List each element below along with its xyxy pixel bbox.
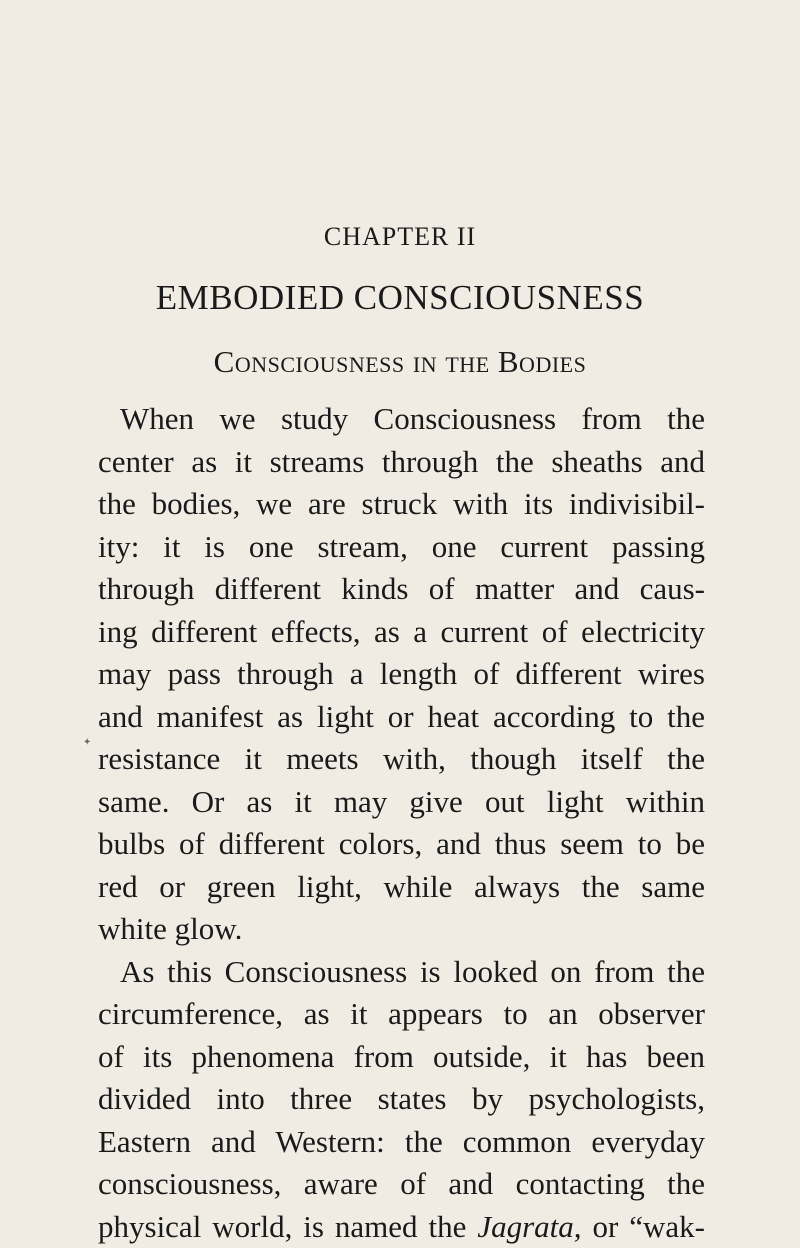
text-line: white glow. (98, 908, 705, 951)
text-line: may pass through a length of different wires (98, 653, 705, 696)
text-line: through different kinds of matter and caus- (98, 568, 705, 611)
margin-mark-icon: ✦ (83, 739, 93, 747)
chapter-heading: CHAPTER II (0, 222, 800, 252)
text-line: When we study Consciousness from the (98, 398, 705, 441)
body-text (98, 398, 705, 1248)
text-line: resistance it meets with, though itself the (98, 738, 705, 781)
section-heading: Consciousness in the Bodies (0, 344, 800, 380)
text-line: of its phenomena from outside, it has been (98, 1036, 705, 1079)
text-line: As this Consciousness is looked on from the (98, 951, 705, 994)
text-line: ity: it is one stream, one current passing (98, 526, 705, 569)
text-line: circumference, as it appears to an observer (98, 993, 705, 1036)
text-line-last (98, 1206, 705, 1248)
chapter-title: EMBODIED CONSCIOUSNESS (0, 278, 800, 318)
text-line: bulbs of different colors, and thus seem to be (98, 823, 705, 866)
text-line: center as it streams through the sheaths and (98, 441, 705, 484)
text-line: the bodies, we are struck with its indivisibil- (98, 483, 705, 526)
text-line: ing different effects, as a current of electricity (98, 611, 705, 654)
text-line: consciousness, aware of and contacting the (98, 1163, 705, 1206)
text-run: or “wak- (582, 1209, 705, 1244)
text-line: Eastern and Western: the common everyday (98, 1121, 705, 1164)
text-run: physical world, is named the (98, 1209, 477, 1244)
text-line: and manifest as light or heat according to the (98, 696, 705, 739)
italic-term: Jagrata, (477, 1209, 581, 1244)
text-line: red or green light, while always the same (98, 866, 705, 909)
text-line: divided into three states by psychologists, (98, 1078, 705, 1121)
text-line: same. Or as it may give out light within (98, 781, 705, 824)
